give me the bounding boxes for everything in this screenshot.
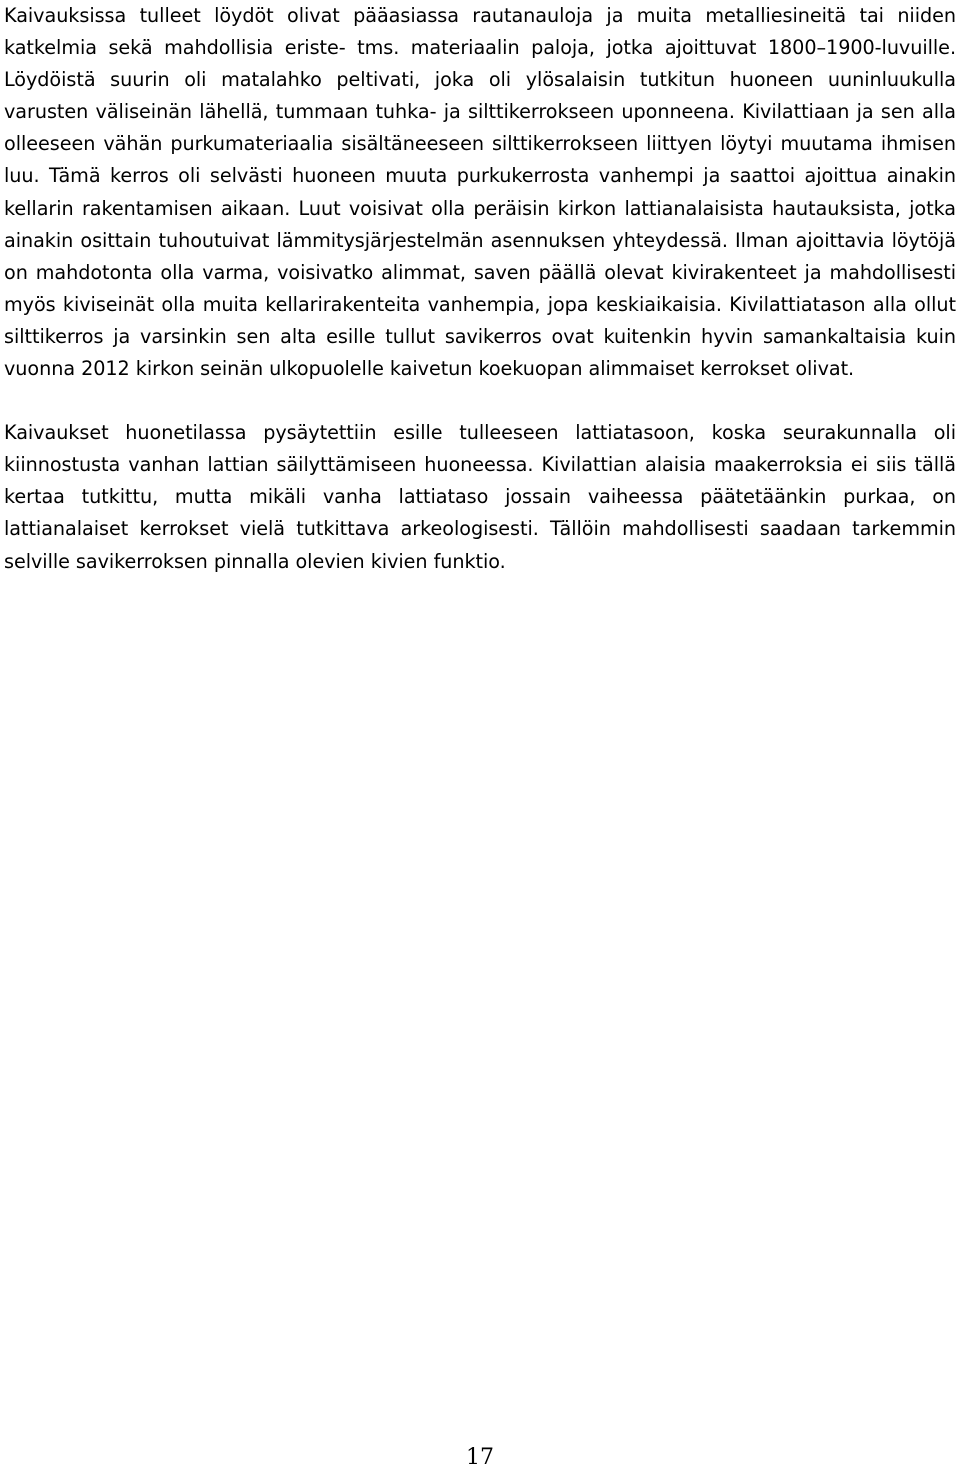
paragraph-excavation-stop: Kaivaukset huonetilassa pysäytettiin esille tulleeseen lattiatasoon, koska seurakunnalla oli kiinnostusta vanhan lattian säilyttämiseen huoneessa. Kivilattian alaisia maakerroksia ei siis tällä kertaa tutkittu, mutta mikäli vanha lattiataso jossain vaiheessa päätetäänkin purkaa, on lattianalaiset kerrokset vielä tutkittava arkeologisesti. Tällöin mahdollisesti saadaan tarkemmin selville savikerroksen pinnalla olevien kivien funktio.	[4, 421, 956, 573]
document-body	[4, 0, 956, 578]
page-number: 17	[466, 1445, 494, 1470]
paragraph-findings: Kaivauksissa tulleet löydöt olivat pääasiassa rautanauloja ja muita metalliesineitä tai niiden katkelmia sekä mahdollisia eriste- tms. materiaalin paloja, jotka ajoittuvat 1800–1900-luvuille. Löydöistä suurin oli matalahko peltivati, joka oli ylösalaisin tutkitun huoneen uuninluukulla varusten väliseinän lähellä, tummaan tuhka- ja silttikerrokseen uponneena. Kivilattiaan ja sen alla olleeseen vähän purkumateriaalia sisältäneeseen silttikerrokseen liittyen löytyi muutama ihmisen luu. Tämä kerros oli selvästi huoneen muuta purkukerrosta vanhempi ja saattoi ajoittua ainakin kellarin rakentamisen aikaan. Luut voisivat olla peräisin kirkon lattianalaisista hautauksista, jotka ainakin osittain tuhoutuivat lämmitysjärjestelmän asennuksen yhteydessä. Ilman ajoittavia löytöjä on mahdotonta olla varma, voisivatko alimmat, saven päällä olevat kivirakenteet ja mahdollisesti myös kiviseinät olla muita kellarirakenteita vanhempia, jopa keskiaikaisia. Kivilattiatason alla ollut silttikerros ja varsinkin sen alta esille tullut savikerros ovat kuitenkin hyvin samankaltaisia kuin vuonna 2012 kirkon seinän ulkopuolelle kaivetun koekuopan alimmaiset kerrokset olivat.	[4, 4, 956, 381]
